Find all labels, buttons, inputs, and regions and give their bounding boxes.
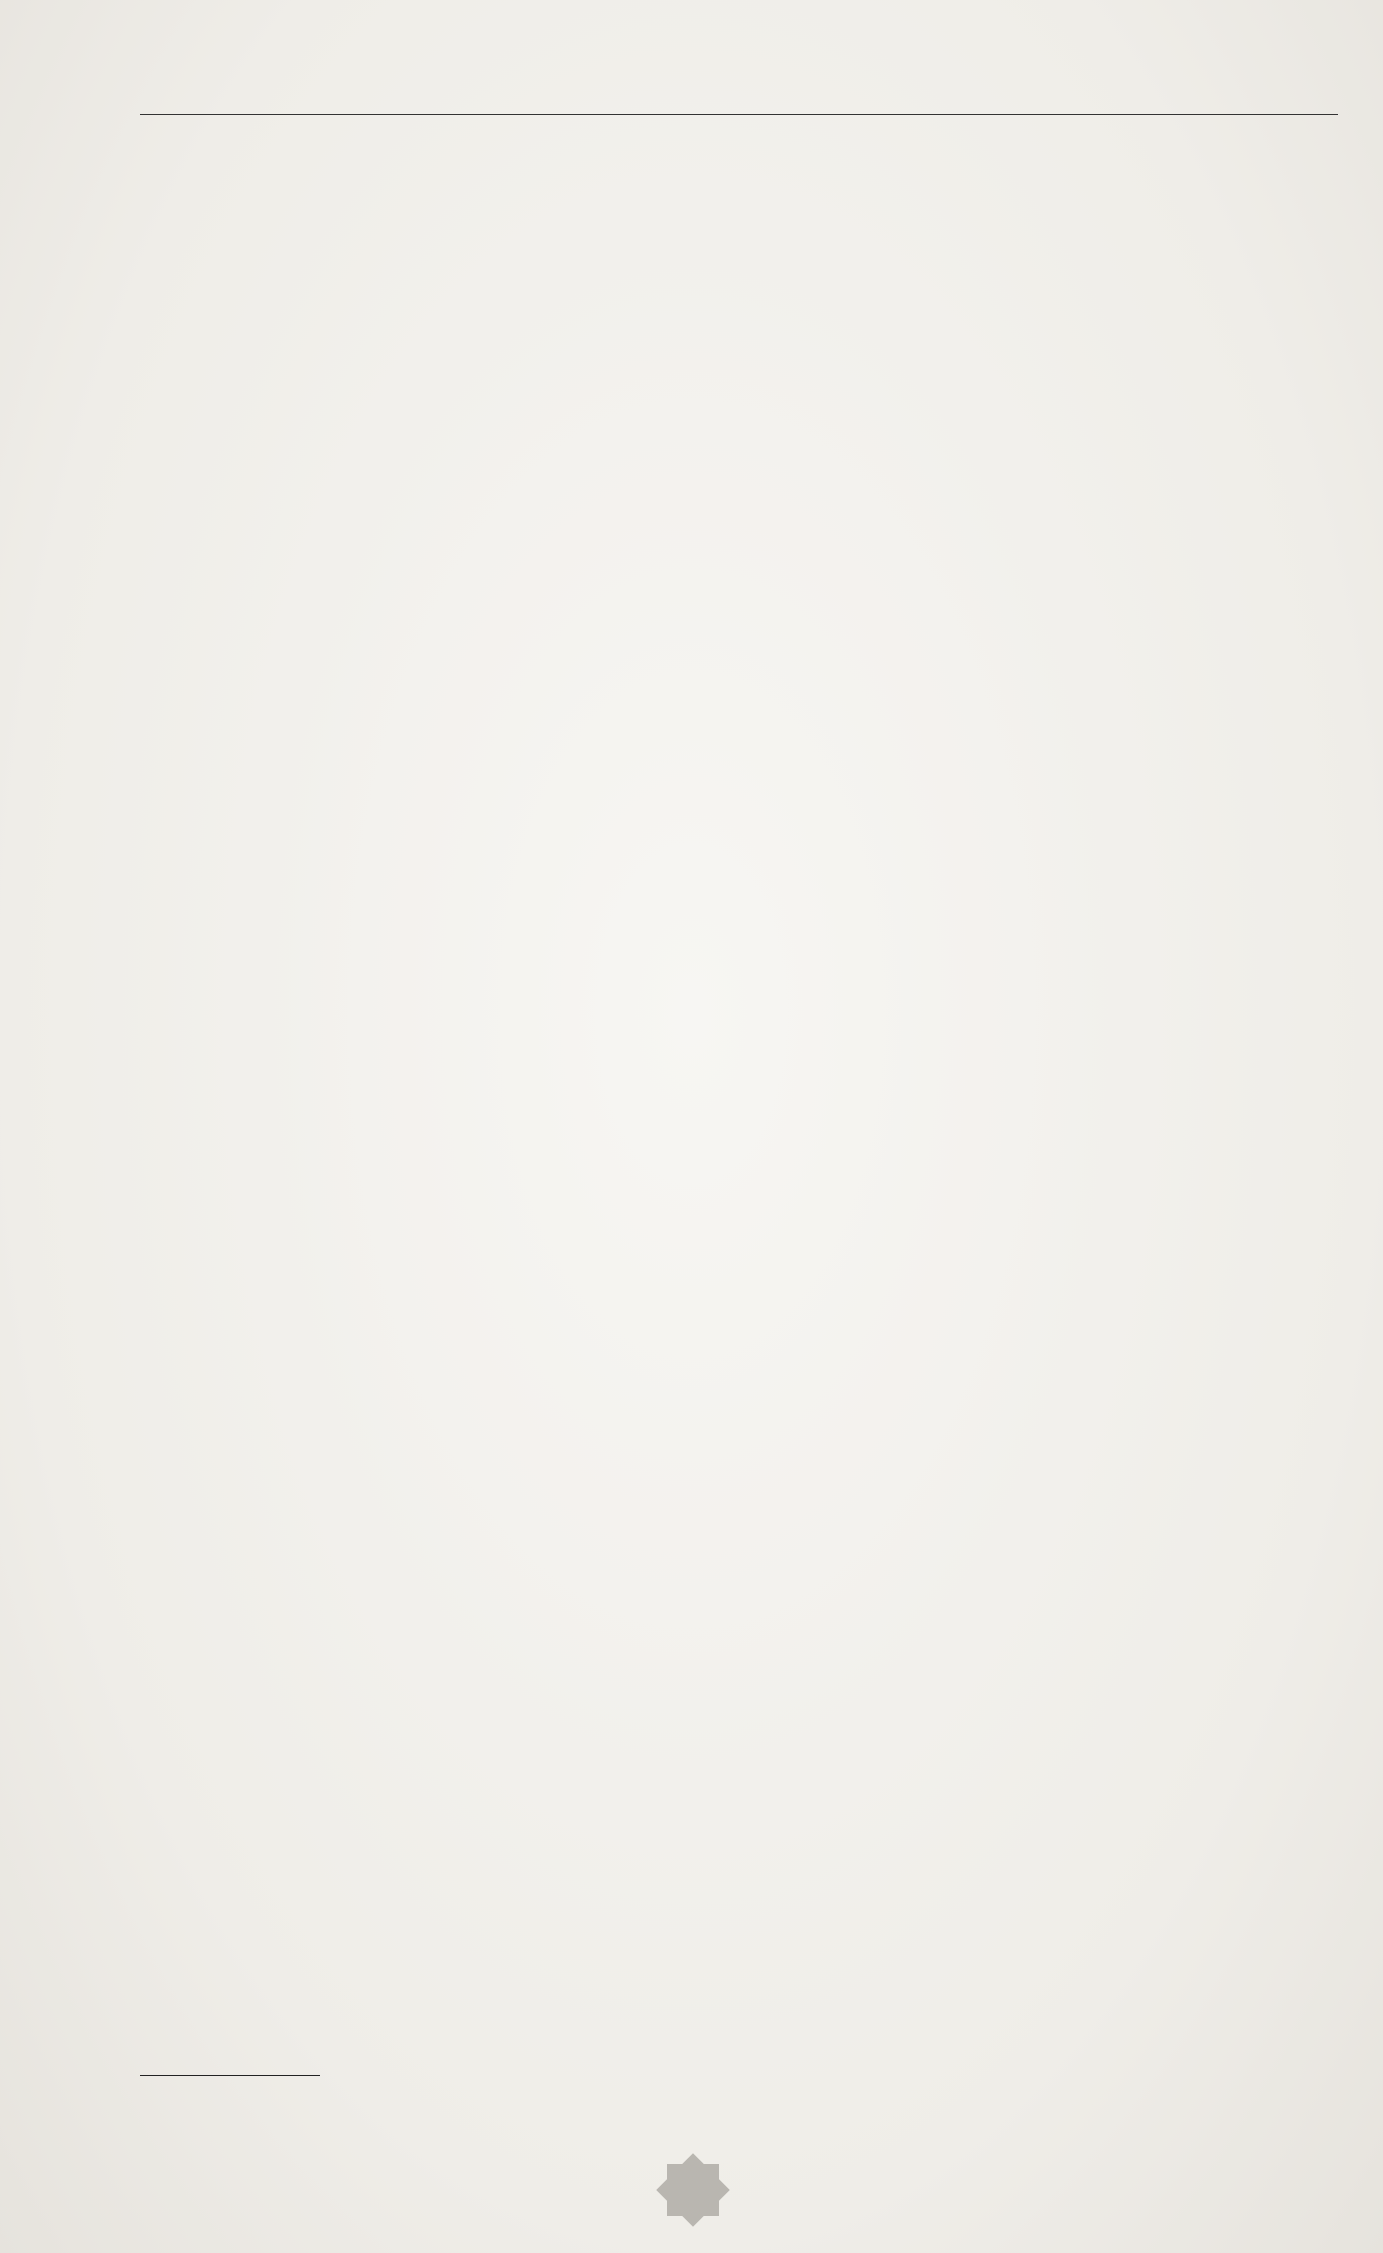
ornament-icon [653,2150,733,2230]
footnote-divider [140,2075,320,2076]
running-header [140,74,1338,115]
page-number-badge [653,2150,733,2230]
article-body [140,148,1338,150]
